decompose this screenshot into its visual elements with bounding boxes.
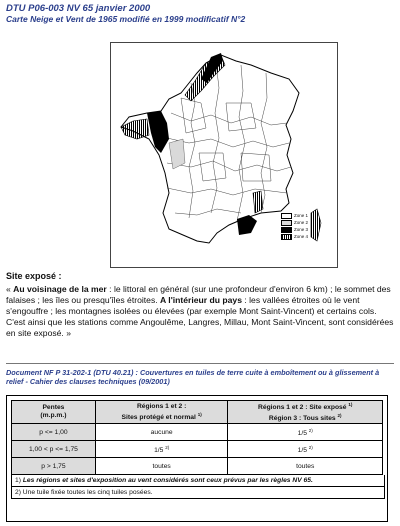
site-expose-section	[6, 271, 394, 339]
header-col3-sup1: 1)	[348, 402, 353, 407]
legend-swatch-zone2	[281, 220, 292, 226]
header-pentes-unit: (m.p.m.)	[40, 412, 67, 420]
cell-col2	[95, 441, 228, 458]
header-site-expose	[228, 401, 383, 424]
cell-col3	[228, 441, 383, 458]
zone4-rhone	[253, 191, 263, 213]
zone3-mediterranean	[237, 215, 257, 235]
legend-zone1: Zone 1	[294, 213, 309, 218]
document-title: Document NF P 31-202-1 (DTU 40.21) : Couvertures en tuiles de terre cuite à emboîtement ou à glissement à relief - Cahier des clauses techniques (09/2001)	[6, 368, 380, 386]
section-divider	[6, 363, 394, 364]
note1-text: Les régions et sites d'exposition au vent considérés sont ceux prévus par les règles NV 65.	[22, 477, 313, 485]
france-outline	[121, 55, 299, 243]
site-bold-mer: Au voisinage de la mer	[13, 284, 107, 294]
header-col2-line2: Sites protégé et normal	[121, 413, 196, 421]
header-line-1: DTU P06-003 NV 65 janvier 2000	[6, 3, 151, 14]
table-header-row	[12, 401, 383, 424]
header-col3-line2: Région 3 : Tous sites	[268, 415, 336, 423]
cell-col3-sup: 2)	[308, 444, 313, 450]
cell-pente: 1,00 < p <= 1,75	[12, 441, 96, 458]
table-row	[12, 424, 383, 441]
cell-col3-sup: 2)	[308, 427, 313, 433]
table-note-1	[11, 475, 385, 487]
site-text-mer: : le littoral en général (sur une profondeur d'environ 6 km) ; le sommet des falaises ; les îles ou presqu'îles étroites.	[6, 284, 391, 305]
header-line-2: Carte Neige et Vent de 1965 modifié en 1999 modificatif N°2	[6, 14, 246, 24]
fixation-table	[11, 400, 383, 475]
cell-col2	[95, 424, 228, 441]
site-expose-title: Site exposé :	[6, 271, 62, 281]
site-bold-interieur: A l'intérieur du pays	[160, 295, 242, 305]
legend-zone2: Zone 2	[294, 220, 309, 225]
cell-col3-value: 1/5	[297, 430, 307, 438]
cell-col2-value: 1/5	[154, 447, 164, 455]
cell-pente: p <= 1,00	[12, 424, 96, 441]
site-expose-paragraph-2: C'est ainsi que les stations comme Angoulême, Langres, Millau, Mont Saint-Vincent, sont considérées en site exposé. »	[6, 317, 394, 338]
site-text-interieur: : les vallées étroites où le vent s'engouffre ; les montagnes isolées ou élevées (par exemple Mont Saint-Vincent) et certains cols.	[6, 295, 377, 316]
table-row	[12, 441, 383, 458]
map-legend	[281, 213, 329, 241]
legend-swatch-zone1	[281, 213, 292, 219]
cell-col2-value: aucune	[150, 428, 173, 436]
cell-col2: toutes	[95, 458, 228, 475]
legend-zone3: Zone 3	[294, 227, 309, 232]
note1-number: 1)	[15, 477, 23, 485]
header	[6, 3, 396, 24]
legend-swatch-zone3	[281, 227, 292, 233]
header-col3-sup2: 2)	[337, 413, 342, 419]
table-row	[12, 458, 383, 475]
legend-swatch-zone4	[281, 234, 292, 240]
cell-col3: toutes	[228, 458, 383, 475]
cell-col3	[228, 424, 383, 441]
header-col2-line1: Régions 1 et 2 :	[136, 402, 187, 410]
quote-open: «	[6, 284, 14, 294]
france-wind-map	[110, 42, 338, 268]
header-pentes	[12, 401, 96, 424]
table-note-2: 2) Une tuile fixée toutes les cinq tuiles posées.	[11, 487, 385, 499]
cell-col2-sup: 2)	[165, 444, 170, 450]
cell-pente: p > 1,75	[12, 458, 96, 475]
header-col3-line1: Régions 1 et 2 : Site exposé	[258, 404, 347, 412]
header-pentes-label: Pentes	[42, 404, 65, 412]
header-regions-1-2	[95, 401, 228, 424]
cell-col3-value: 1/5	[297, 447, 307, 455]
site-expose-paragraph-1	[6, 284, 394, 317]
legend-zone4: Zone 4	[294, 234, 309, 239]
header-col2-sup: 1)	[197, 411, 202, 417]
fixation-table-frame	[6, 395, 388, 522]
